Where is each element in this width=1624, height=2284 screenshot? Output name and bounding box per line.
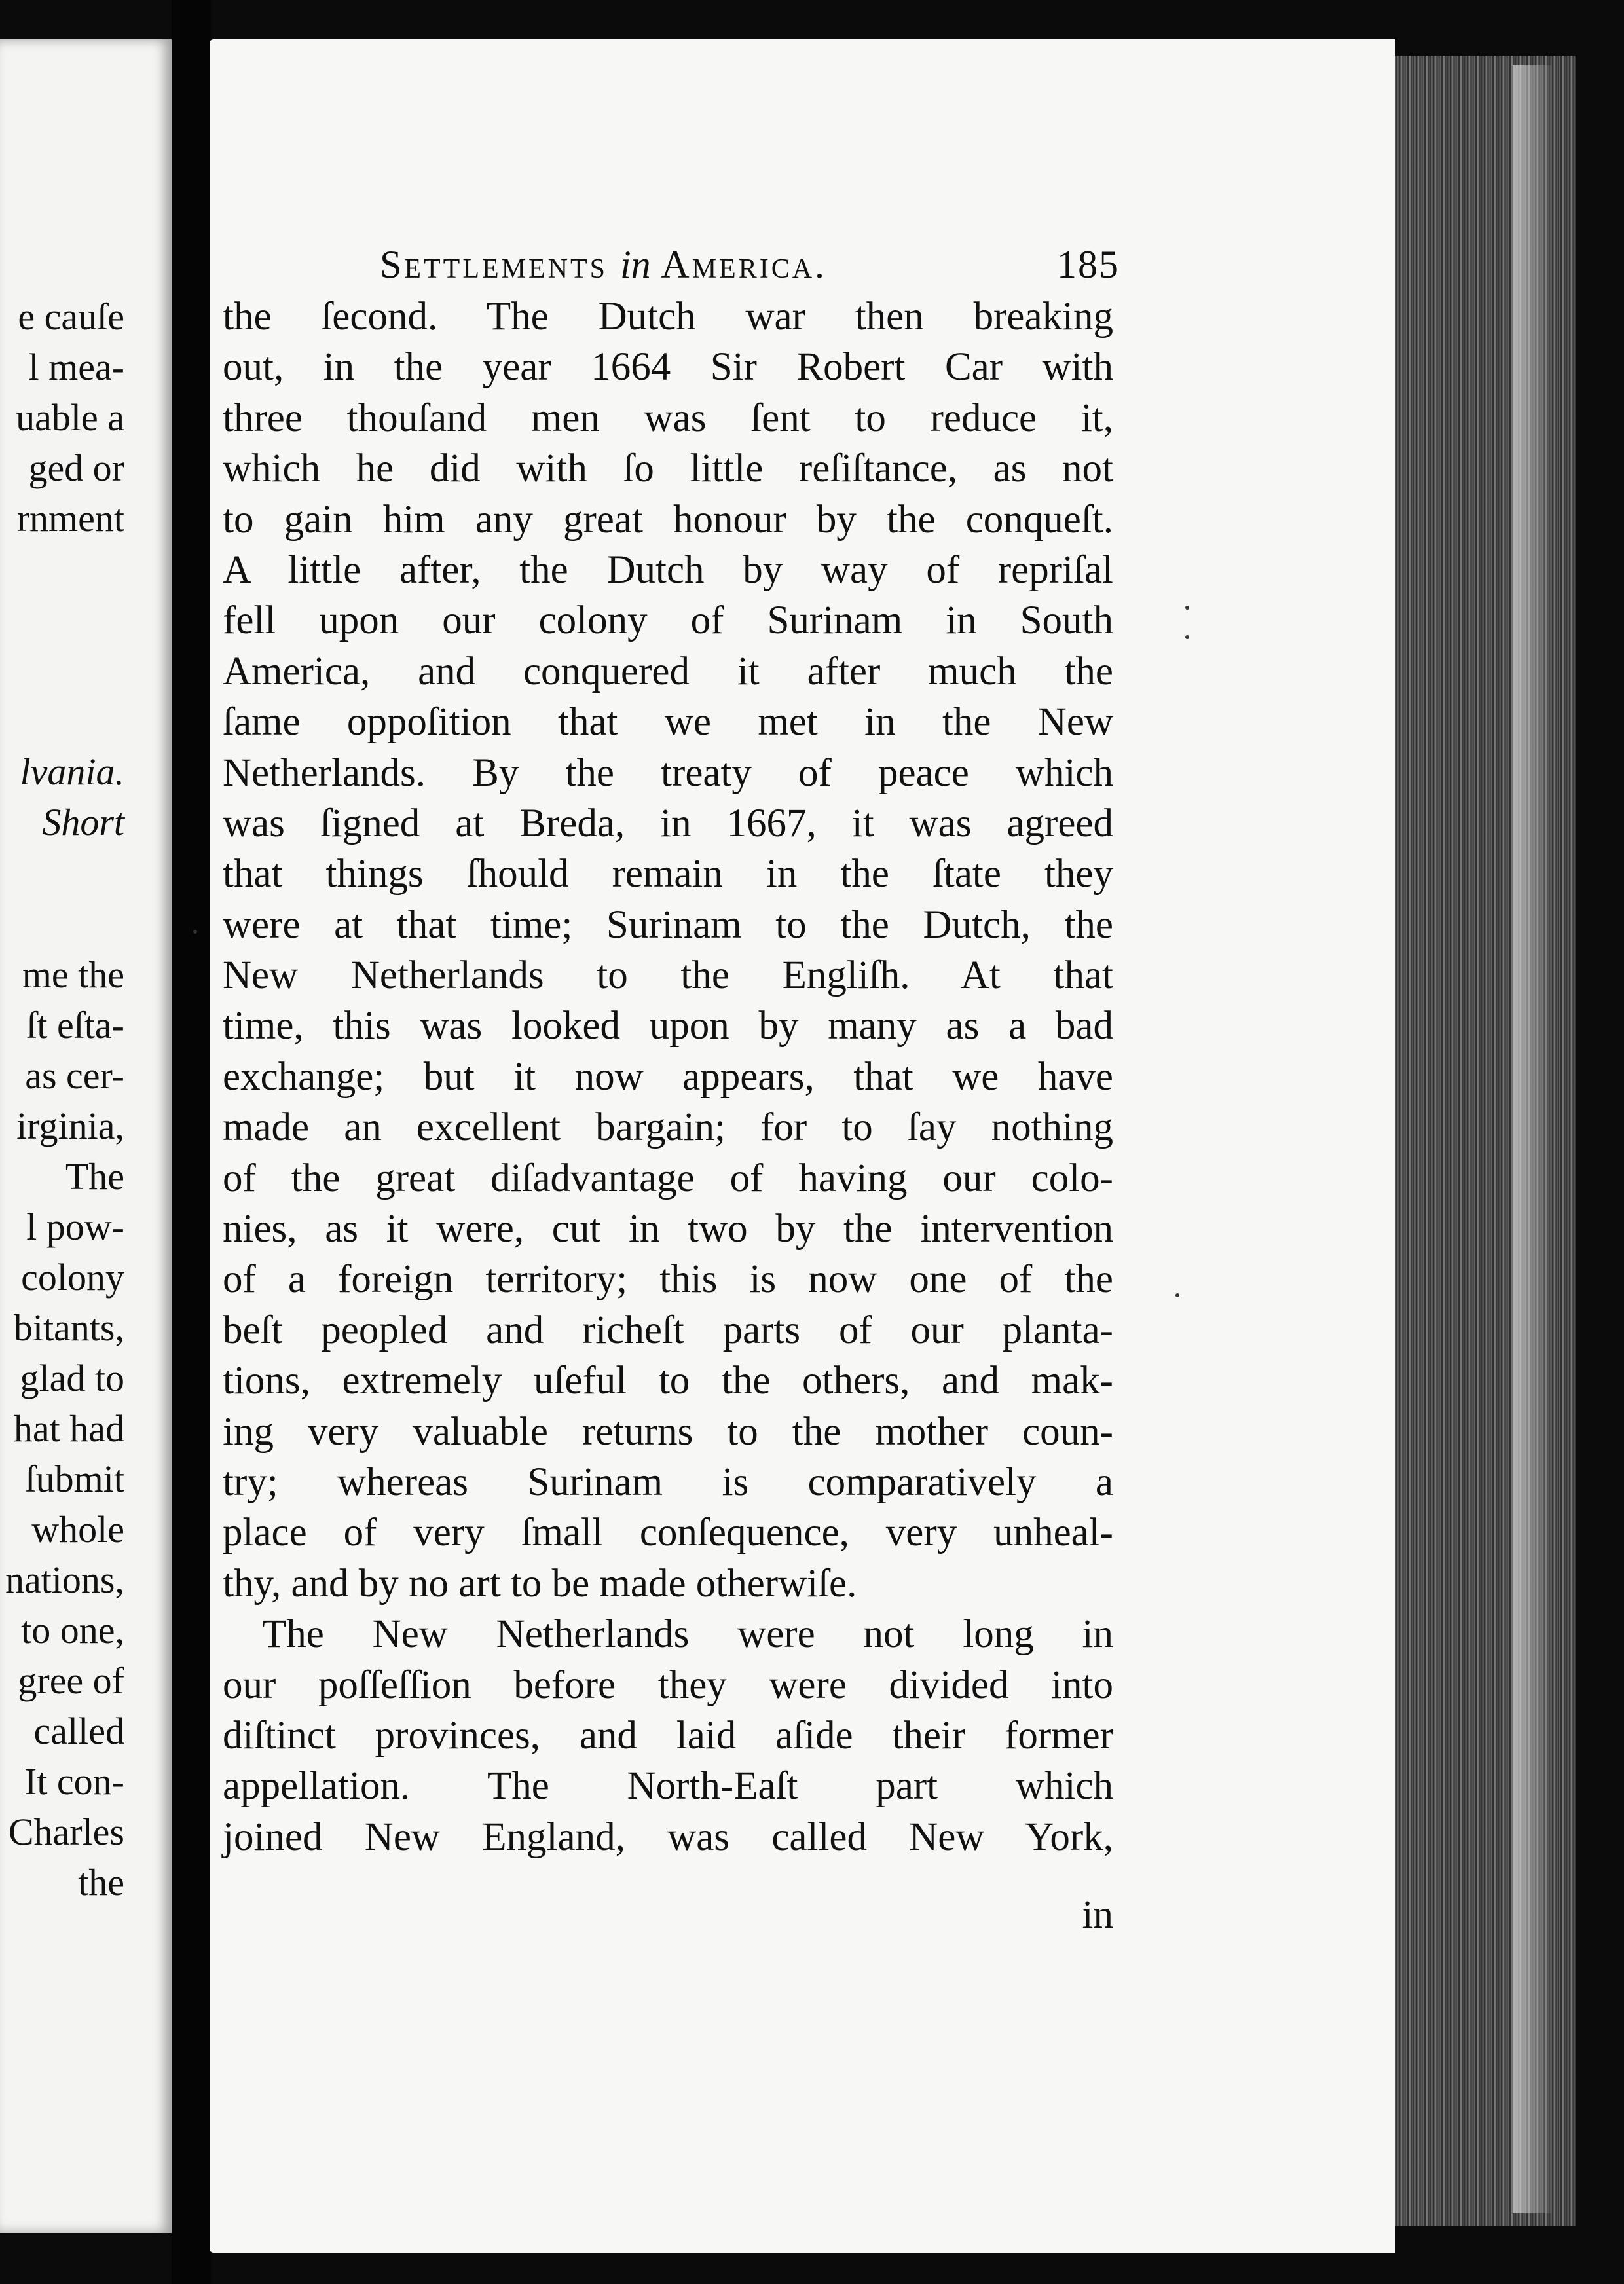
left-fragment: Short [42, 801, 124, 843]
left-fragment: uable a [16, 396, 124, 439]
text-line: New Netherlands to the Engliſh. At that [223, 953, 1113, 998]
text-line: exchange; but it now appears, that we have [223, 1054, 1113, 1099]
text-line: to gain him any great honour by the conqueſt. [223, 497, 1113, 542]
text-line: made an excellent bargain; for to ſay nothing [223, 1105, 1113, 1150]
text-line: nies, as it were, cut in two by the intervention [223, 1207, 1113, 1251]
left-fragment: l pow- [26, 1206, 124, 1248]
book-gutter [172, 0, 211, 2284]
left-fragment: colony [21, 1256, 124, 1299]
left-fragment: to one, [21, 1609, 124, 1651]
left-page [0, 39, 172, 2233]
left-fragment: irginia, [16, 1105, 124, 1147]
left-fragment: The [65, 1155, 124, 1198]
text-line: joined New England, was called New York, [223, 1814, 1113, 1859]
scan-speck [1185, 606, 1189, 610]
text-line: ing very valuable returns to the mother coun- [223, 1409, 1113, 1454]
text-line: A little after, the Dutch by way of repriſal [223, 547, 1113, 592]
left-fragment: gree of [18, 1659, 124, 1702]
scan-speck [193, 930, 197, 934]
text-line: fell upon our colony of Surinam in South [223, 599, 1113, 643]
left-fragment: lvania. [20, 750, 124, 793]
left-fragment: l mea- [28, 346, 124, 388]
text-line: which he did with ſo little reſiſtance, as not [223, 447, 1113, 491]
text-line: Netherlands. By the treaty of peace which [223, 750, 1113, 795]
running-title: Settlements in America. [380, 243, 828, 286]
text-line: place of very ſmall conſequence, very unheal- [223, 1511, 1113, 1555]
text-line: three thouſand men was ſent to reduce it, [223, 396, 1113, 440]
left-fragment: me the [22, 953, 124, 996]
left-fragment: whole [31, 1508, 124, 1551]
text-line: America, and conquered it after much the [223, 649, 1113, 693]
left-fragment: ged or [28, 447, 124, 489]
text-line: try; whereas Surinam is comparatively a [223, 1460, 1113, 1504]
text-line: out, in the year 1664 Sir Robert Car with [223, 345, 1113, 390]
left-fragment: called [33, 1710, 124, 1752]
text-line: appellation. The North-Eaſt part which [223, 1764, 1113, 1809]
running-header [380, 242, 1120, 295]
left-fragment: rnment [16, 497, 124, 540]
text-line: of the great diſadvantage of having our colo- [223, 1156, 1113, 1200]
body-text [223, 291, 1113, 1862]
left-fragment: ſubmit [25, 1458, 124, 1500]
text-line: ſame oppoſition that we met in the New [223, 700, 1113, 745]
left-fragment: Charles [8, 1811, 124, 1853]
left-fragment: bitants, [13, 1306, 124, 1349]
text-line: our poſſeſſion before they were divided into [223, 1663, 1113, 1707]
catchword: in [1082, 1893, 1113, 1937]
scan-speck [1175, 1293, 1179, 1297]
page-edges-highlight [1513, 65, 1552, 2213]
text-line: thy, and by no art to be made otherwiſe. [223, 1561, 857, 1606]
text-line: tions, extremely uſeful to the others, and mak- [223, 1359, 1113, 1403]
left-fragment: It con- [24, 1760, 124, 1803]
text-line: that things ſhould remain in the ſtate they [223, 852, 1113, 896]
page-number: 185 [1057, 243, 1120, 286]
text-line: beſt peopled and richeſt parts of our planta- [223, 1308, 1113, 1352]
left-fragment: hat had [13, 1407, 124, 1450]
scan-speck [1185, 635, 1189, 639]
left-fragment: ſt eſta- [26, 1004, 124, 1046]
left-fragment: as cer- [25, 1054, 124, 1097]
left-fragment: nations, [5, 1558, 124, 1601]
left-fragment: the [78, 1861, 124, 1904]
text-line: the ſecond. The Dutch war then breaking [223, 295, 1113, 339]
text-line: of a foreign territory; this is now one of the [223, 1257, 1113, 1302]
text-line: was ſigned at Breda, in 1667, it was agreed [223, 801, 1113, 845]
text-line: diſtinct provinces, and laid aſide their former [223, 1713, 1113, 1758]
text-line: time, this was looked upon by many as a bad [223, 1004, 1113, 1048]
left-fragment: e cauſe [18, 295, 124, 338]
text-line: The New Netherlands were not long in [262, 1612, 1113, 1657]
left-fragment: glad to [20, 1357, 124, 1399]
text-line: were at that time; Surinam to the Dutch, the [223, 902, 1113, 947]
